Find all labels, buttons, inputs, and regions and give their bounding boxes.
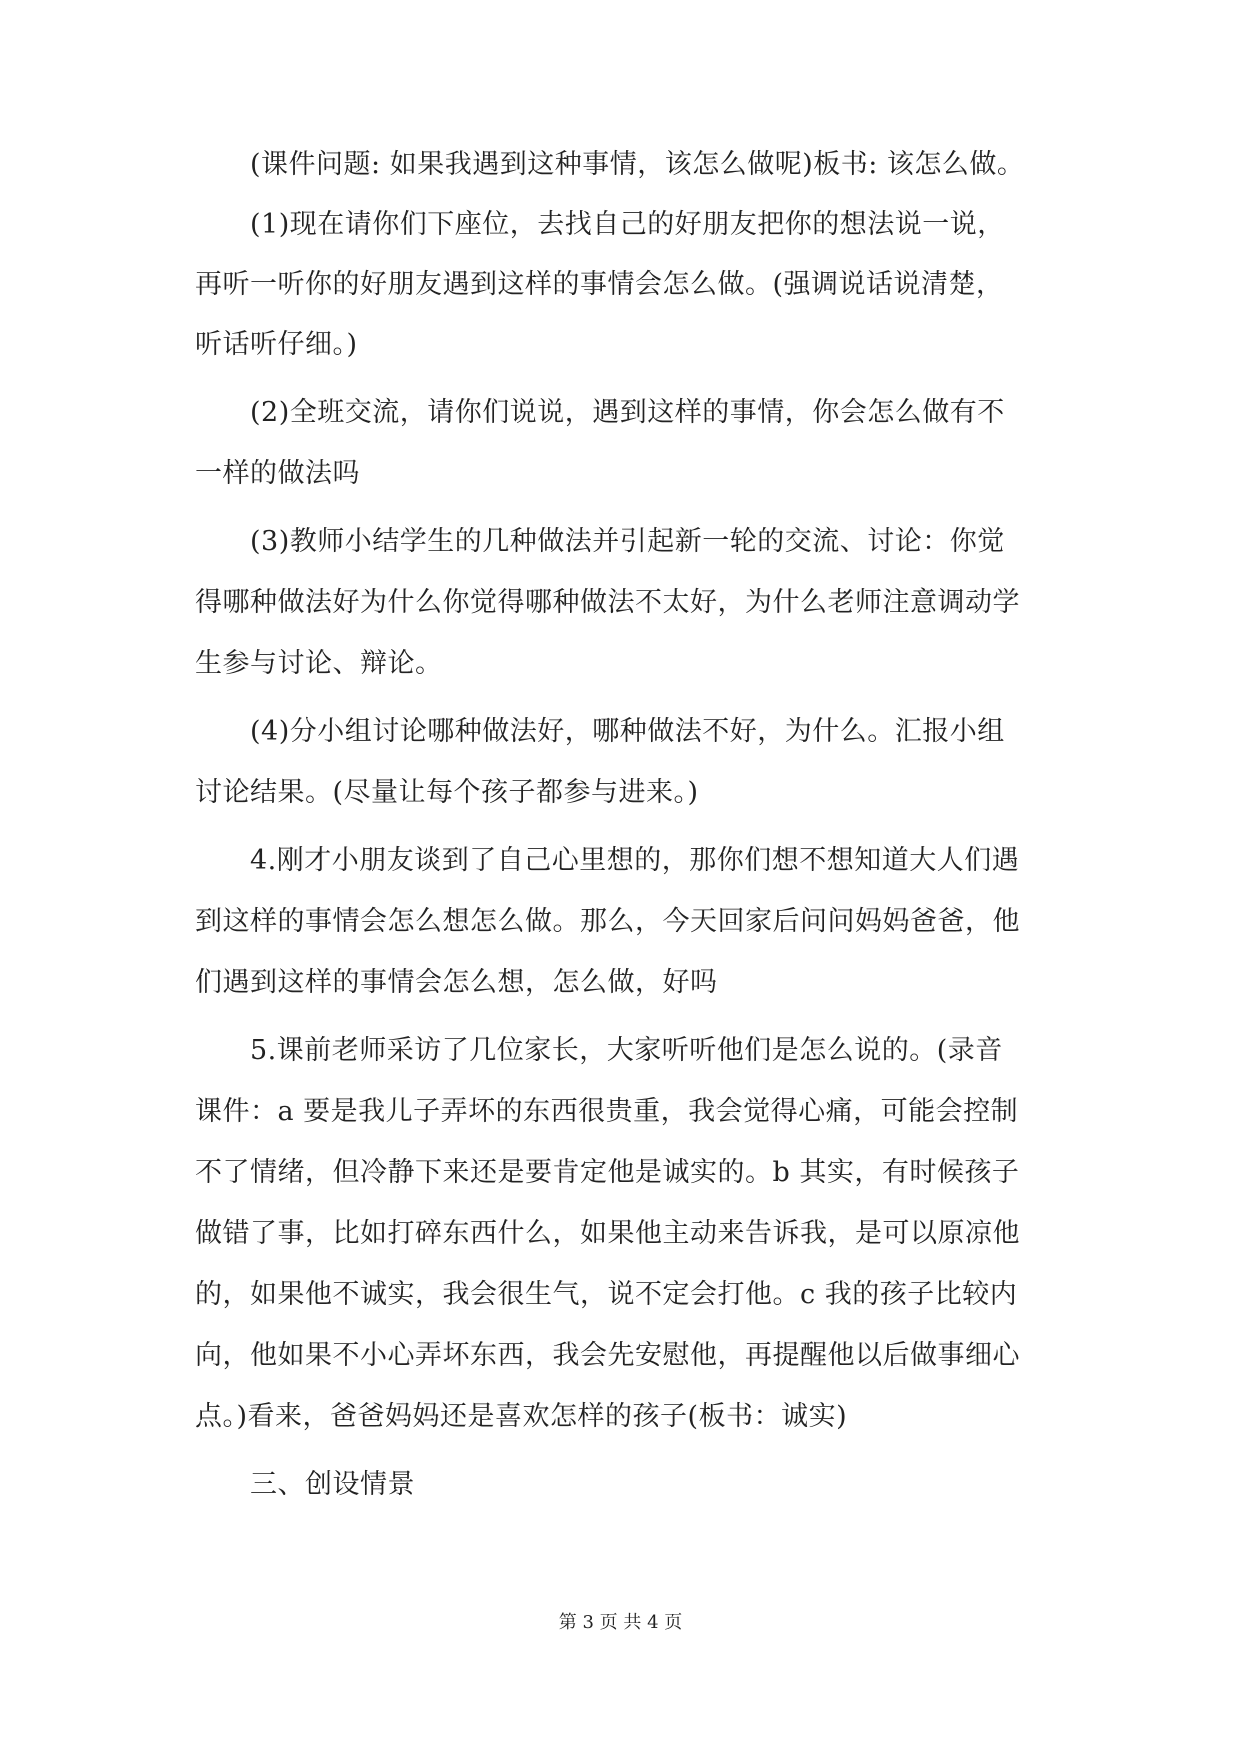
text-line: 向，他如果不小心弄坏东西，我会先安慰他，再提醒他以后做事细心: [195, 1340, 1020, 1371]
text-line: 课件：a 要是我儿子弄坏的东西很贵重，我会觉得心痛，可能会控制: [195, 1096, 1019, 1127]
section-heading: 三、创设情景: [250, 1469, 415, 1500]
text-line: 做错了事，比如打碎东西什么，如果他主动来告诉我，是可以原凉他: [195, 1218, 1020, 1249]
text-line: 到这样的事情会怎么想怎么做。那么，今天回家后问问妈妈爸爸，他: [195, 906, 1020, 937]
text-line: 们遇到这样的事情会怎么想，怎么做，好吗: [195, 967, 718, 998]
text-line: (3)教师小结学生的几种做法并引起新一轮的交流、讨论：你觉: [250, 526, 1005, 557]
page-number: 第 3 页 共 4 页: [558, 1612, 683, 1633]
text-line: (1)现在请你们下座位，去找自己的好朋友把你的想法说一说，: [250, 209, 1005, 240]
text-line: (课件问题: 如果我遇到这种事情，该怎么做呢)板书: 该怎么做。: [250, 149, 1025, 180]
text-line: 点。)看来，爸爸妈妈还是喜欢怎样的孩子(板书：诚实): [195, 1401, 848, 1432]
text-line: 得哪种做法好为什么你觉得哪种做法不太好，为什么老师注意调动学: [195, 587, 1020, 618]
text-line: 再听一听你的好朋友遇到这样的事情会怎么做。(强调说话说清楚，: [195, 269, 1004, 300]
text-line: 听话听仔细。): [195, 329, 358, 360]
text-line: 一样的做法吗: [195, 458, 360, 489]
text-line: 生参与讨论、辩论。: [195, 648, 443, 679]
text-line: 4.刚才小朋友谈到了自己心里想的，那你们想不想知道大人们遇: [250, 845, 1020, 876]
text-line: (4)分小组讨论哪种做法好，哪种做法不好，为什么。汇报小组: [250, 716, 1005, 747]
text-line: 讨论结果。(尽量让每个孩子都参与进来。): [195, 777, 699, 808]
text-line: 不了情绪，但冷静下来还是要肯定他是诚实的。b 其实，有时候孩子: [195, 1157, 1020, 1188]
text-line: 5.课前老师采访了几位家长，大家听听他们是怎么说的。(录音: [250, 1035, 1003, 1066]
text-line: (2)全班交流，请你们说说，遇到这样的事情，你会怎么做有不: [250, 397, 1005, 428]
text-line: 的，如果他不诚实，我会很生气，说不定会打他。c 我的孩子比较内: [195, 1279, 1018, 1310]
